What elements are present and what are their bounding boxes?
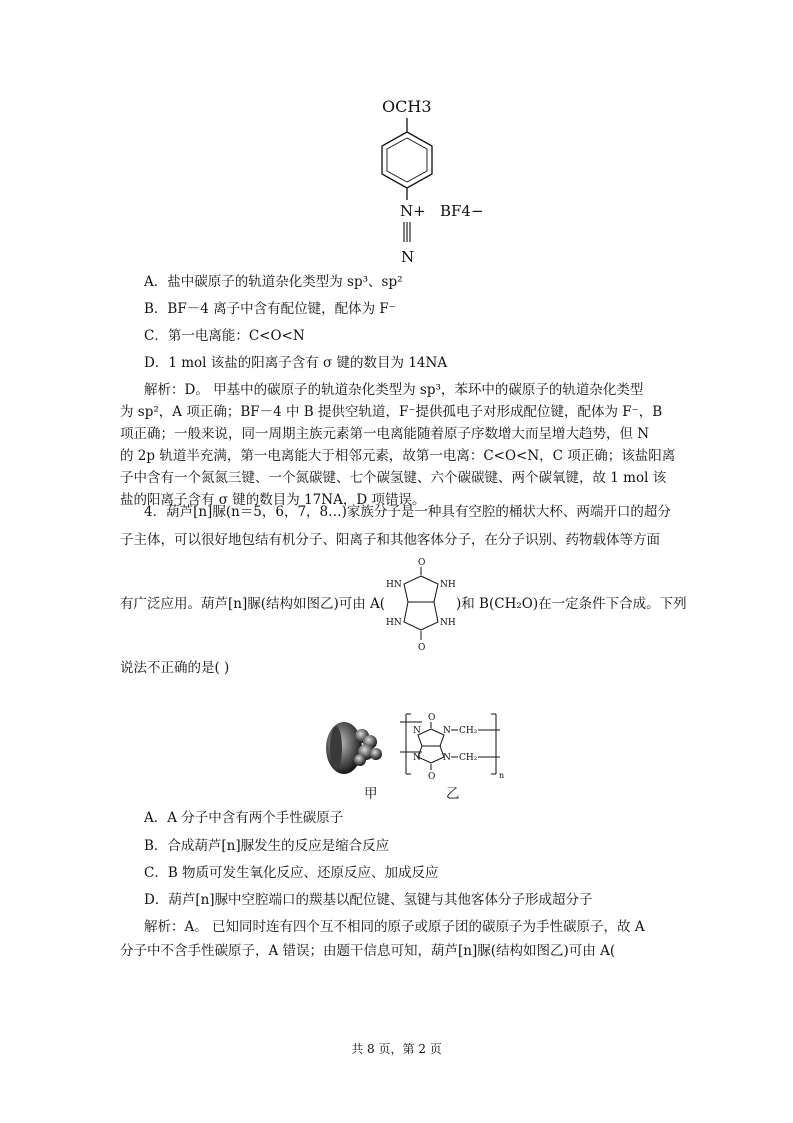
q4-analysis-line-1: 解析：A。 已知同时连有四个互不相同的原子或原子团的碳原子为手性碳原子，故 A bbox=[144, 919, 645, 935]
q3-option-d: D．1 mol 该盐的阳离子含有 σ 键的数目为 14NA bbox=[144, 355, 448, 371]
q3-analysis-line-6: 盐的阳离子含有 σ 键的数目为 17NA，D 项错误。 bbox=[120, 492, 426, 508]
q4-stem-line-4: 说法不正确的是( ) bbox=[120, 660, 230, 676]
och3-label: OCH3 bbox=[382, 97, 432, 116]
diazonium-structure bbox=[350, 90, 484, 270]
n-plus-label: N+ bbox=[400, 202, 426, 220]
q3-option-b: B．BF－4 离子中含有配位键，配体为 F⁻ bbox=[144, 301, 396, 317]
q3-option-a: A．盐中碳原子的轨道杂化类型为 sp³、sp² bbox=[144, 274, 403, 290]
q4-analysis-line-2: 分子中不含手性碳原子，A 错误；由题干信息可知，葫芦[n]脲(结构如图乙)可由 A( bbox=[120, 943, 616, 959]
n-bottom-label: N bbox=[401, 248, 415, 266]
q3-analysis-line-2: 为 sp²，A 项正确；BF－4 中 B 提供空轨道，F⁻提供孤电子对形成配位键，配体为 F⁻，B bbox=[120, 404, 663, 420]
o-bottom: O bbox=[428, 772, 436, 782]
nh-top-right: NH bbox=[440, 580, 456, 590]
hn-bottom-left: HN bbox=[386, 618, 402, 628]
bf4-label: BF4− bbox=[440, 202, 484, 220]
q4-stem-line-1: 4．葫芦[n]脲(n＝5，6，7，8…)家族分子是一种具有空腔的桶状大杯、两端开口的超分 bbox=[144, 504, 671, 520]
q3-analysis-line-5: 子中含有一个氮氮三键、一个氮碳键、七个碳氢键、六个碳碳键、两个碳氧键，故 1 mol 该 bbox=[120, 470, 667, 486]
o-top: O bbox=[428, 713, 436, 723]
n-top-left: N bbox=[413, 726, 421, 736]
cucurbituril-repeat-unit bbox=[400, 712, 520, 788]
q4-stem-line-3-post: )和 B(CH₂O)在一定条件下合成。下列 bbox=[456, 596, 687, 612]
page-footer: 共 8 页，第 2 页 bbox=[351, 1042, 442, 1056]
figure-label-yi: 乙 bbox=[446, 786, 460, 802]
repeat-subscript: n bbox=[499, 771, 505, 780]
n-bottom-right: N bbox=[443, 753, 451, 763]
q4-option-b: B．合成葫芦[n]脲发生的反应是缩合反应 bbox=[144, 838, 390, 854]
o-bottom: O bbox=[418, 643, 426, 653]
molecule-a-structure bbox=[384, 556, 460, 652]
nh-bottom-right: NH bbox=[440, 618, 456, 628]
q4-stem-line-3-pre: 有广泛应用。葫芦[n]脲(结构如图乙)可由 A( bbox=[120, 596, 386, 612]
n-bottom-left: N bbox=[413, 753, 421, 763]
n-top-right: N bbox=[443, 726, 451, 736]
q3-analysis-line-4: 的 2p 轨道半充满，第一电离能大于相邻元素，故第一电离：C<O<N，C 项正确；该盐阳离 bbox=[120, 448, 676, 464]
q4-option-c: C．B 物质可发生氧化反应、还原反应、加成反应 bbox=[144, 865, 439, 881]
q3-analysis-line-1: 解析：D。 甲基中的碳原子的轨道杂化类型为 sp³，苯环中的碳原子的轨道杂化类型 bbox=[144, 382, 644, 398]
q4-option-d: D．葫芦[n]脲中空腔端口的羰基以配位键、氢键与其他客体分子形成超分子 bbox=[144, 892, 593, 908]
figure-label-jia: 甲 bbox=[364, 786, 378, 802]
cucurbituril-model-image bbox=[322, 712, 390, 782]
q3-option-c: C．第一电离能：C<O<N bbox=[144, 328, 305, 344]
o-top: O bbox=[418, 558, 426, 568]
q4-option-a: A．A 分子中含有两个手性碳原子 bbox=[144, 810, 344, 826]
q4-stem-line-2: 子主体，可以很好地包结有机分子、阳离子和其他客体分子，在分子识别、药物载体等方面 bbox=[120, 532, 660, 548]
hn-top-left: HN bbox=[386, 580, 402, 590]
q3-analysis-line-3: 项正确；一般来说，同一周期主族元素第一电离能随着原子序数增大而呈增大趋势，但 N bbox=[120, 426, 650, 442]
ch2-bottom: CH₂ bbox=[459, 753, 478, 763]
ch2-top: CH₂ bbox=[459, 726, 478, 736]
